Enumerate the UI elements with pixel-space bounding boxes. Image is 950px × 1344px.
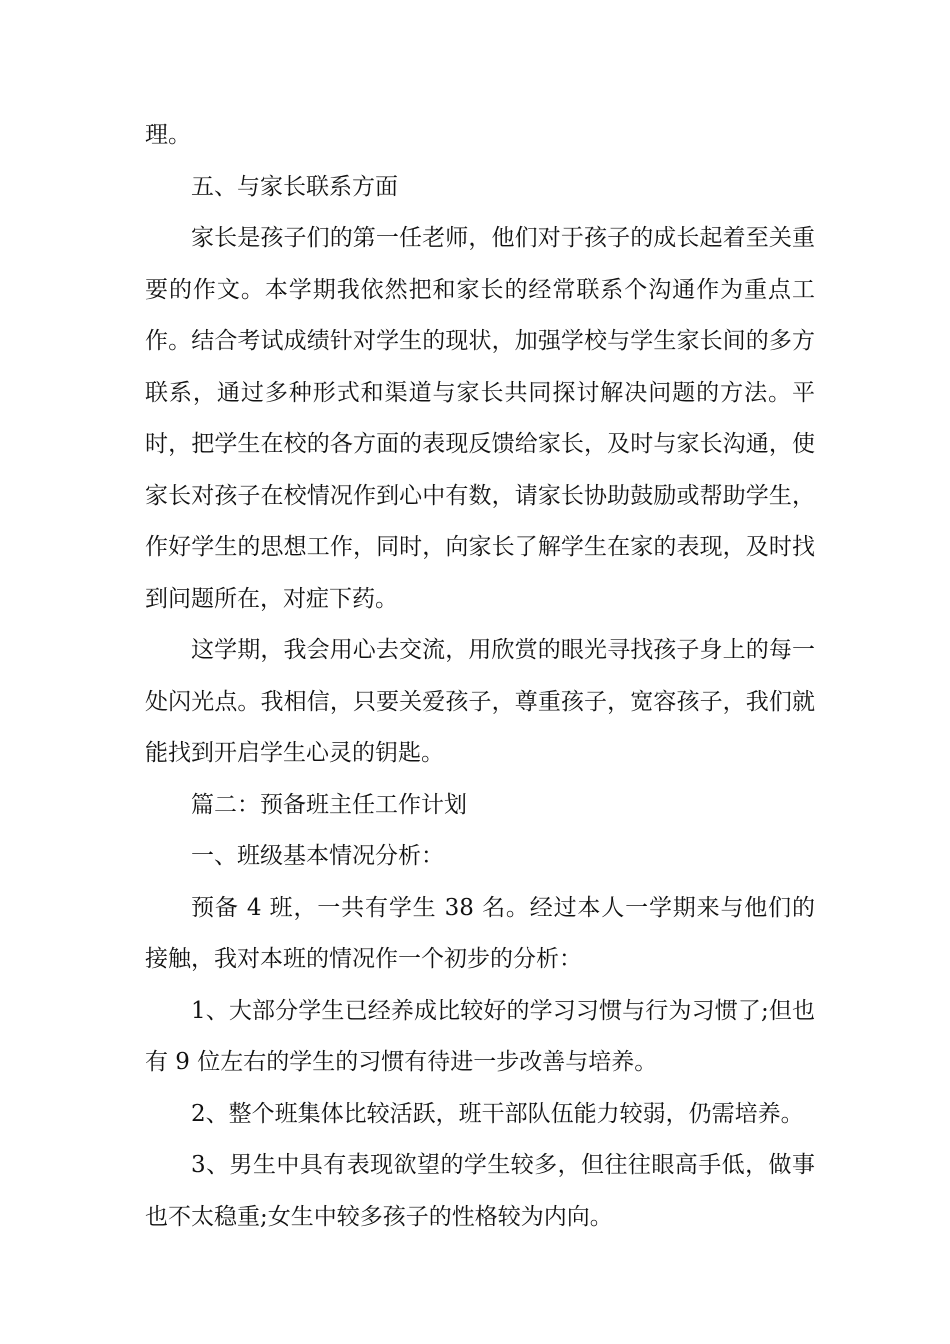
section-heading-parent-contact: 五、与家长联系方面 bbox=[191, 173, 398, 200]
list-item-1: 1、大部分学生已经养成比较好的学习习惯与行为习惯了;但也有 9 位左右的学生的习惯有待进一步改善与培养。 bbox=[145, 997, 815, 1075]
list-item-3: 3、男生中具有表现欲望的学生较多，但往往眼高手低，做事也不太稳重;女生中较多孩子的性格较为内向。 bbox=[145, 1152, 815, 1230]
paragraph-class-overview: 预备 4 班，一共有学生 38 名。经过本人一学期来与他们的接触，我对本班的情况作一个初步的分析： bbox=[145, 894, 815, 972]
list-item-2: 2、整个班集体比较活跃，班干部队伍能力较弱，仍需培养。 bbox=[191, 1100, 804, 1127]
section-heading-class-analysis: 一、班级基本情况分析： bbox=[191, 843, 444, 869]
paragraph-continuation: 理。 bbox=[145, 122, 191, 148]
paragraph-this-semester: 这学期，我会用心去交流，用欣赏的眼光寻找孩子身上的每一处闪光点。我相信，只要关爱孩子，尊重孩子，宽容孩子，我们就能找到开启学生心灵的钥匙。 bbox=[145, 637, 815, 766]
document-body bbox=[145, 110, 815, 1243]
article-heading-part-two: 篇二：预备班主任工作计划 bbox=[191, 791, 467, 818]
paragraph-parent-contact: 家长是孩子们的第一任老师，他们对于孩子的成长起着至关重要的作文。本学期我依然把和家长的经常联系个沟通作为重点工作。结合考试成绩针对学生的现状，加强学校与学生家长间的多方联系，通过多种形式和渠道与家长共同探讨解决问题的方法。平时，把学生在校的各方面的表现反馈给家长，及时与家长沟通，使家长对孩子在校情况作到心中有数，请家长协助鼓励或帮助学生，作好学生的思想工作，同时，向家长了解学生在家的表现，及时找到问题所在，对症下药。 bbox=[145, 225, 815, 612]
